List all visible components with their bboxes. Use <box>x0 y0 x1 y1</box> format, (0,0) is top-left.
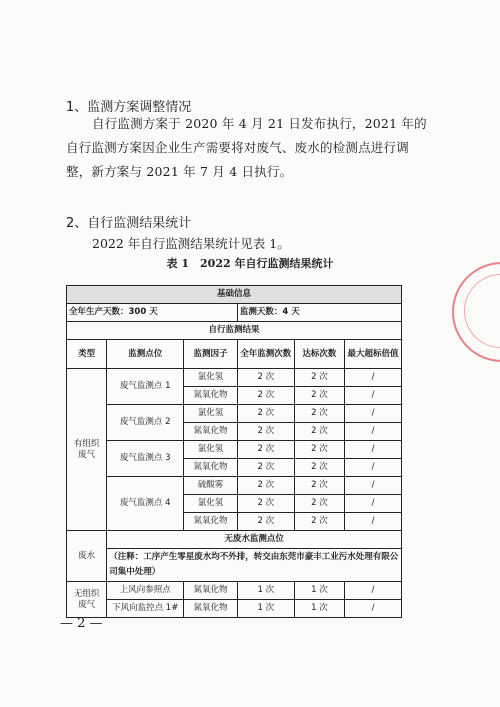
table-row <box>67 582 402 600</box>
table-cell: 1 次 <box>294 600 344 618</box>
header-cell: 监测因子 <box>184 340 238 369</box>
table-cell: 氮氧化物 <box>184 423 238 441</box>
days-row <box>67 304 402 322</box>
table-cell: 2 次 <box>237 513 294 531</box>
table-cell: 2 次 <box>294 423 344 441</box>
table-cell: 氮氧化物 <box>184 513 238 531</box>
results-title: 自行监测结果 <box>67 322 402 340</box>
header-cell: 监测点位 <box>107 340 184 369</box>
table-cell: 氯化氢 <box>184 495 238 513</box>
table-cell: 氮氧化物 <box>184 387 238 405</box>
table-row <box>67 600 402 618</box>
table-caption: 表 1 2022 年自行监测结果统计 <box>166 257 334 270</box>
section2-intro: 2022 年自行监测结果统计见表 1。 <box>92 236 290 251</box>
table-cell: 2 次 <box>237 441 294 459</box>
table-cell: 2 次 <box>294 513 344 531</box>
table-cell: 2 次 <box>237 477 294 495</box>
table-cell: 2 次 <box>294 495 344 513</box>
table-row <box>67 405 402 423</box>
table-cell: 2 次 <box>237 423 294 441</box>
basic-info-cell: 基础信息 <box>67 286 402 304</box>
table-cell: 1 次 <box>237 582 294 600</box>
table-cell: 2 次 <box>294 405 344 423</box>
table-cell: / <box>345 387 402 405</box>
point-cell: 废气监测点 2 <box>107 405 184 441</box>
table-cell: / <box>345 582 402 600</box>
wastewater-title: 无废水监测点位 <box>107 531 402 549</box>
monitoring-days: 监测天数：4 天 <box>237 304 401 322</box>
header-cell: 全年监测次数 <box>237 340 294 369</box>
table-cell: 2 次 <box>237 369 294 387</box>
table-cell: / <box>345 423 402 441</box>
table-cell: 2 次 <box>237 495 294 513</box>
results-title-row <box>67 322 402 340</box>
page-number: — 2 — <box>60 616 103 631</box>
table-row <box>67 369 402 387</box>
table-cell: 氯化氢 <box>184 405 238 423</box>
table-row <box>67 477 402 495</box>
table-row <box>67 441 402 459</box>
company-seal-stamp <box>452 262 500 362</box>
seal-inner-ring <box>464 274 500 348</box>
type-cell: 废水 <box>67 531 107 582</box>
type-cell: 无组织废气 <box>67 582 107 618</box>
table-cell: / <box>345 477 402 495</box>
table-cell: 2 次 <box>294 387 344 405</box>
table-cell: 氯化氢 <box>184 369 238 387</box>
table-cell: 氮氧化物 <box>184 582 238 600</box>
table-cell: 氯化氢 <box>184 441 238 459</box>
table-cell: / <box>345 405 402 423</box>
section1-body: 自行监测方案于 2020 年 4 月 21 日发布执行，2021 年的自行监测方案因企业生产需要将对废气、废水的检测点进行调整，新方案与 2021 年 7 月 4 日执行。 <box>66 116 427 179</box>
table-cell: 2 次 <box>294 459 344 477</box>
table-cell: 氮氧化物 <box>184 459 238 477</box>
header-cell: 最大超标倍值 <box>345 340 402 369</box>
table-cell: / <box>345 513 402 531</box>
type-cell: 有组织废气 <box>67 369 107 531</box>
table-cell: 硫酸雾 <box>184 477 238 495</box>
basic-info-row <box>67 286 402 304</box>
production-days: 全年生产天数：300 天 <box>67 304 238 322</box>
table-cell: 2 次 <box>294 369 344 387</box>
table-cell: 2 次 <box>294 477 344 495</box>
table-cell: 1 次 <box>237 600 294 618</box>
table-cell: / <box>345 441 402 459</box>
point-cell: 废气监测点 4 <box>107 477 184 531</box>
table-cell: 2 次 <box>237 405 294 423</box>
table-cell: 氮氧化物 <box>184 600 238 618</box>
table-cell: 2 次 <box>237 459 294 477</box>
table-cell: / <box>345 600 402 618</box>
table-cell: 2 次 <box>237 387 294 405</box>
section2-heading: 2、自行监测结果统计 <box>66 216 192 231</box>
table-row <box>67 531 402 549</box>
table-cell: 2 次 <box>294 441 344 459</box>
header-cell: 类型 <box>67 340 107 369</box>
wastewater-note: （注释：工序产生零星废水均不外排，转交由东莞市豪丰工业污水处理有限公司集中处理） <box>107 549 402 582</box>
header-row <box>67 340 402 369</box>
table-cell: / <box>345 369 402 387</box>
table-cell: 1 次 <box>294 582 344 600</box>
table-cell: / <box>345 495 402 513</box>
table-cell: / <box>345 459 402 477</box>
point-cell: 废气监测点 3 <box>107 441 184 477</box>
section1-heading: 1、监测方案调整情况 <box>66 100 192 115</box>
table-row <box>67 549 402 582</box>
results-table <box>66 285 402 618</box>
point-cell: 下风向监控点 1# <box>107 600 184 618</box>
point-cell: 废气监测点 1 <box>107 369 184 405</box>
point-cell: 上风向参照点 <box>107 582 184 600</box>
header-cell: 达标次数 <box>294 340 344 369</box>
